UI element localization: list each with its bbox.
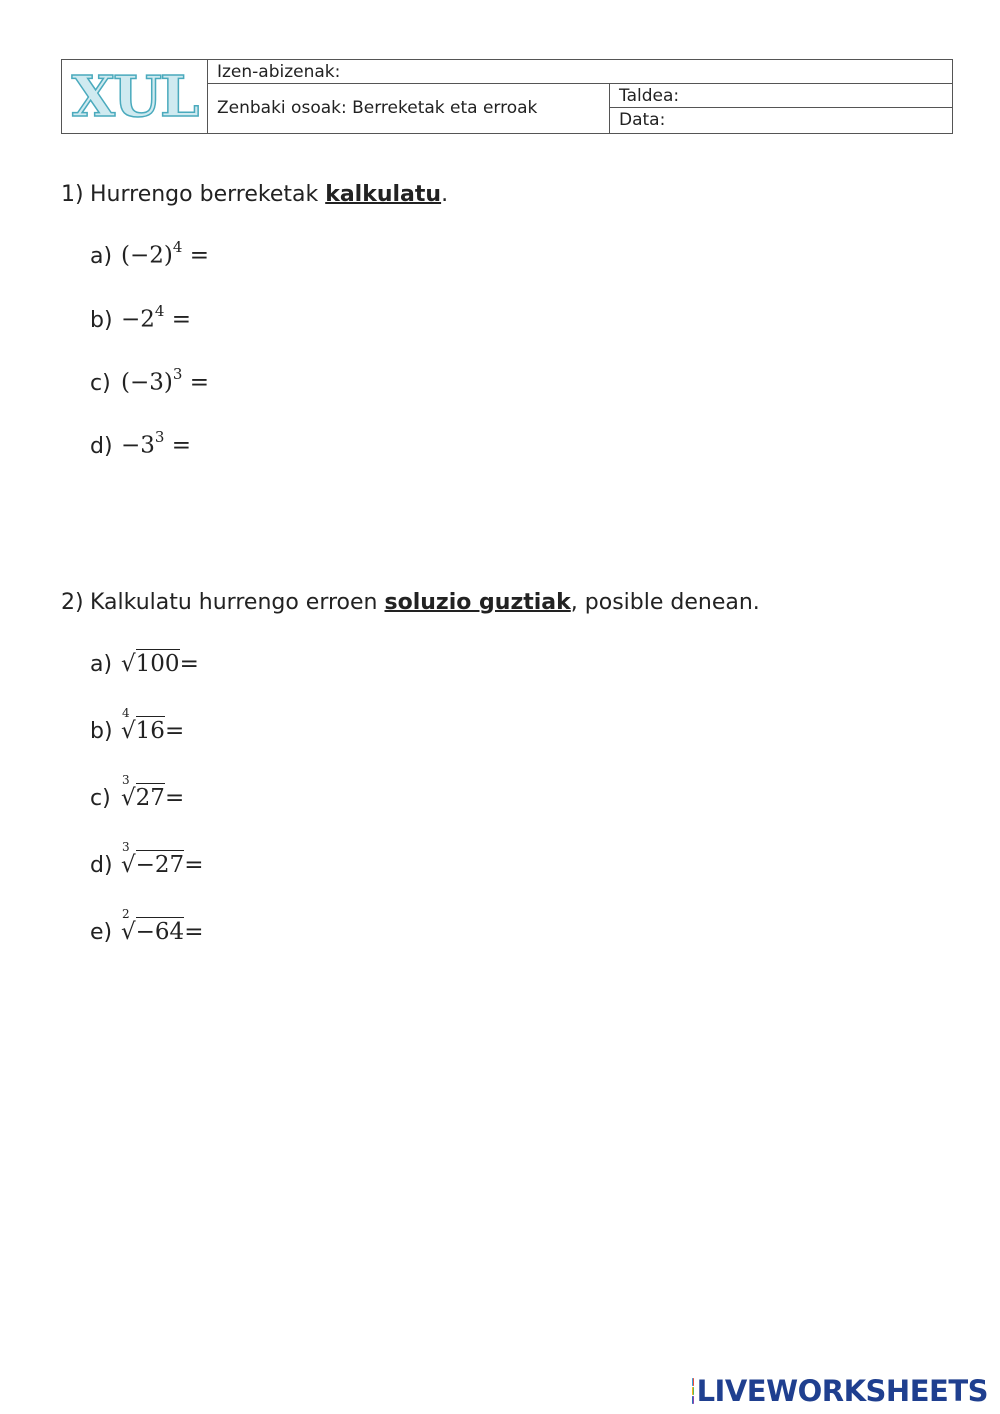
group-field: Taldea:: [610, 84, 952, 108]
brand-name: LIVEWORKSHEETS: [696, 1374, 988, 1408]
question-text: Hurrengo berreketak kalkulatu.: [90, 182, 449, 207]
power-item-c: c) $(-3)^3$ =: [90, 365, 209, 396]
question-text: Kalkulatu hurrengo erroen soluzio guztiak, posible denean.: [90, 590, 760, 615]
school-logo: XUL: [71, 63, 198, 130]
liveworksheets-brand: [692, 1374, 988, 1408]
root-item-a: a) √100 =: [90, 651, 199, 677]
worksheet-title: Zenbaki osoak: Berreketak eta erroak: [208, 84, 610, 133]
logo-cell: [62, 60, 208, 133]
name-field: Izen-abizenak:: [208, 60, 952, 84]
power-item-d: d) $-3^3$ =: [90, 428, 192, 459]
power-item-b: b) $-2^4$ =: [90, 302, 192, 333]
liveworksheets-logo-icon: [692, 1378, 694, 1404]
question-number: 2): [61, 590, 84, 615]
root-item-e: e) 2 √−64 =: [90, 907, 204, 945]
power-item-a: a) $(-2)^4$ =: [90, 238, 209, 269]
question-emphasis: soluzio guztiak: [384, 590, 571, 615]
question-number: 1): [61, 182, 84, 207]
root-item-d: d) 3 √−27 =: [90, 840, 204, 878]
question-emphasis: kalkulatu: [325, 182, 442, 207]
root-item-c: c) 3 √27 =: [90, 773, 185, 811]
worksheet-header: [61, 59, 953, 134]
date-field: Data:: [619, 110, 666, 130]
root-item-b: b) 4 √16 =: [90, 706, 185, 744]
